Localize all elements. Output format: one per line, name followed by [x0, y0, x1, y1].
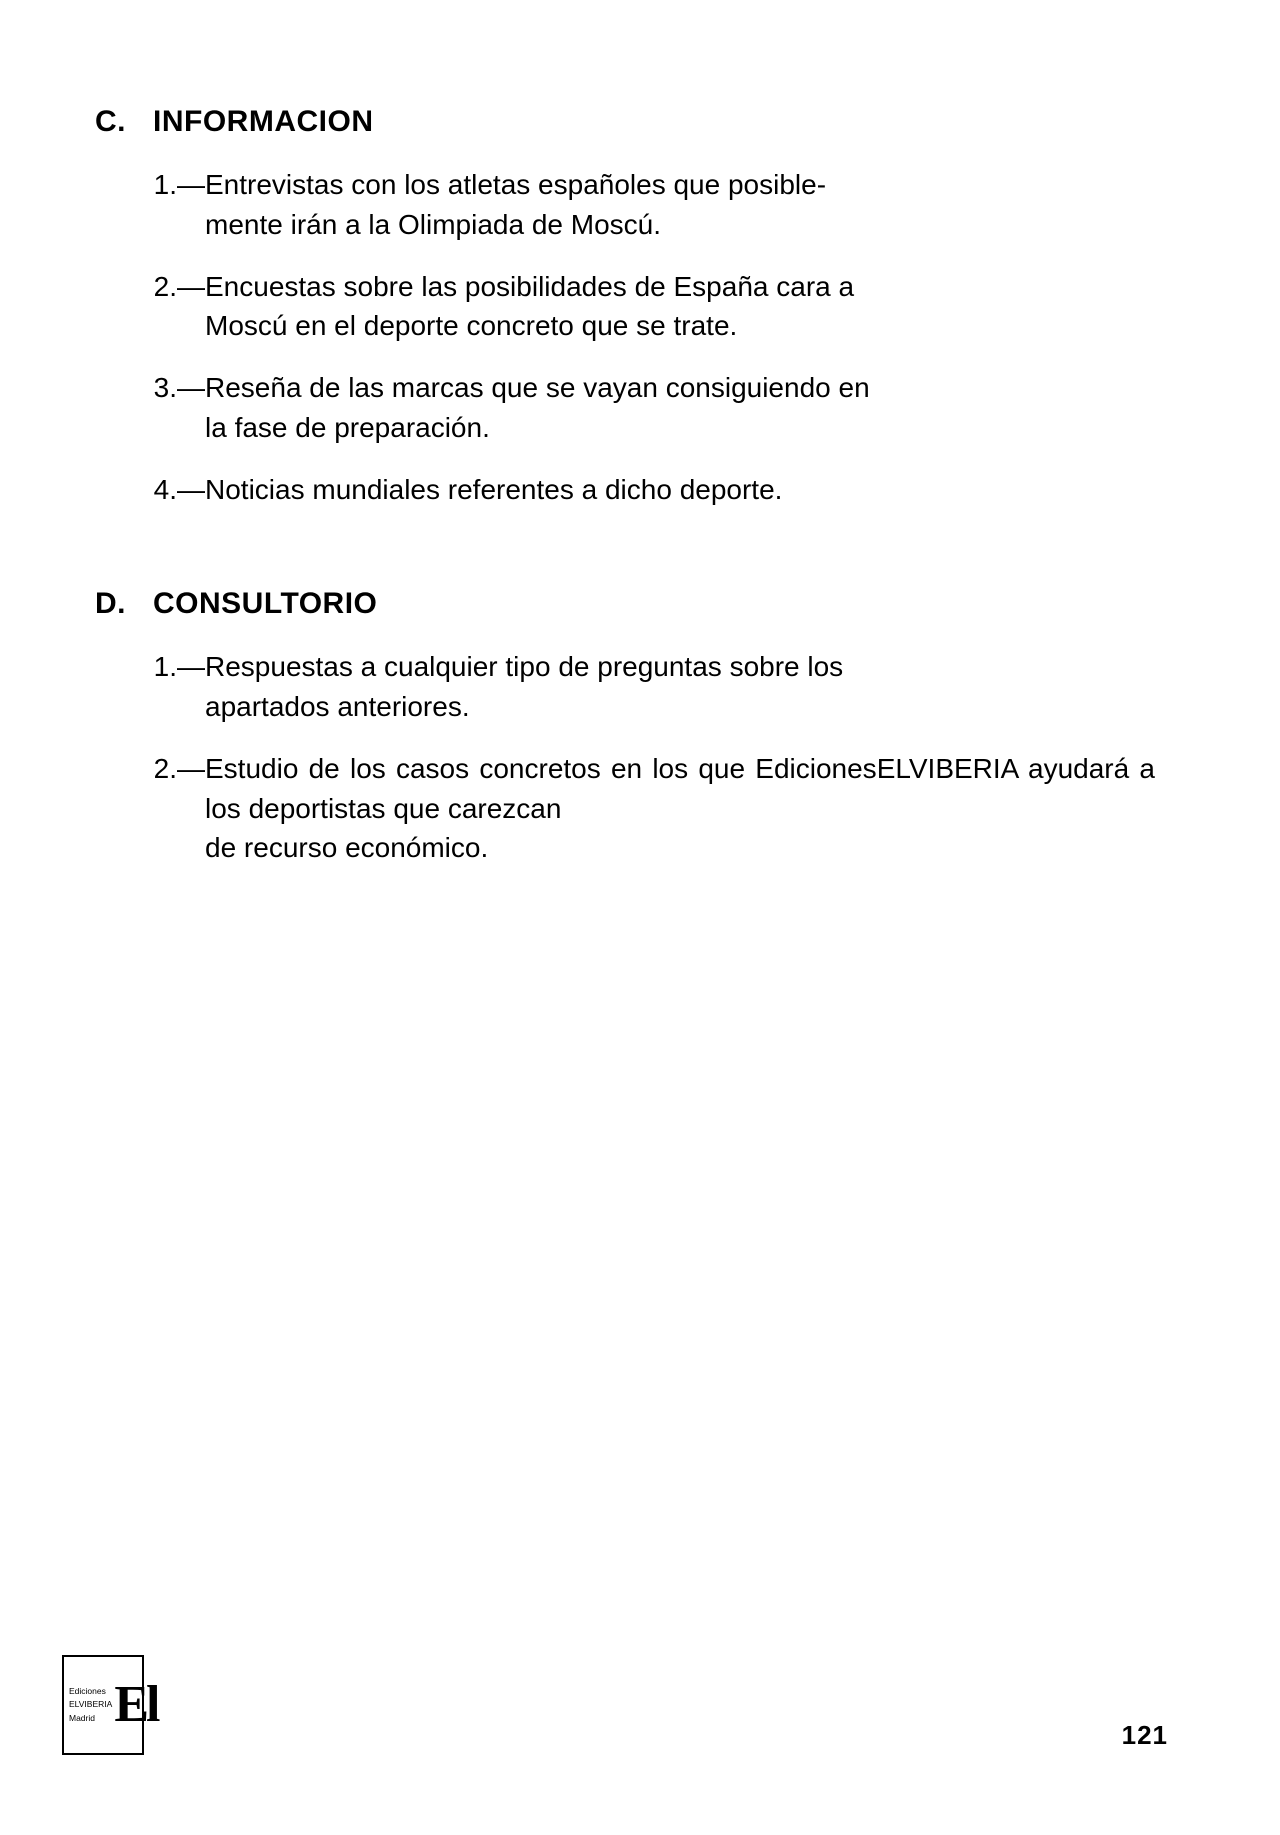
list-item — [143, 470, 1155, 510]
section-letter: C. — [95, 105, 126, 138]
list-item — [143, 368, 1155, 448]
list-item — [143, 647, 1155, 727]
item-line: mente irán a la Olimpiada de Moscú. — [205, 208, 661, 240]
section-spacer — [95, 531, 1155, 587]
publisher-line: ELVIBERIA — [69, 1699, 113, 1710]
publisher-line: Madrid — [69, 1712, 95, 1723]
item-number: 2.— — [153, 752, 205, 784]
section-consultorio — [95, 587, 1155, 868]
item-text — [205, 165, 1155, 245]
item-text — [205, 749, 1155, 868]
section-title: INFORMACION — [153, 105, 374, 138]
item-text — [205, 647, 1155, 727]
item-line: de recurso económico. — [205, 832, 489, 864]
section-informacion — [95, 105, 1155, 509]
publisher-line: Ediciones — [69, 1686, 106, 1697]
item-list — [143, 165, 1155, 509]
item-line: Noticias mundiales referentes a dicho deporte. — [205, 473, 783, 505]
section-title: CONSULTORIO — [153, 587, 378, 621]
publisher-info — [69, 1685, 112, 1725]
list-item — [143, 267, 1155, 347]
item-line: Entrevistas con los atletas españoles que posible- — [205, 169, 827, 200]
document-body — [95, 105, 1155, 890]
item-text — [205, 267, 1155, 347]
item-line: Respuestas a cualquier tipo de preguntas sobre los — [205, 651, 844, 683]
section-heading — [95, 105, 1155, 139]
item-number: 1.— — [153, 169, 205, 200]
section-heading — [95, 587, 1155, 621]
item-line: ELVIBERIA ayudará a los deportistas que carezcan — [205, 752, 1155, 824]
list-item — [143, 165, 1155, 245]
publisher-logo: El — [114, 1675, 158, 1733]
item-line: Moscú en el deporte concreto que se trate. — [205, 310, 738, 342]
item-number: 3.— — [153, 372, 205, 403]
item-list — [143, 647, 1155, 868]
item-line: apartados anteriores. — [205, 691, 470, 722]
item-number: 4.— — [153, 473, 205, 505]
publisher-colophon — [62, 1655, 158, 1755]
item-line: Estudio de los casos concretos en los que Ediciones — [205, 752, 877, 784]
item-number: 2.— — [153, 270, 205, 302]
item-line: la fase de preparación. — [205, 411, 490, 443]
item-line: Reseña de las marcas que se vayan consiguiendo en — [205, 372, 870, 403]
item-number: 1.— — [153, 651, 205, 683]
section-letter: D. — [95, 587, 126, 621]
item-line: Encuestas sobre las posibilidades de España cara a — [205, 270, 855, 302]
item-text — [205, 368, 1155, 448]
page-number: 121 — [1121, 1720, 1168, 1750]
list-item — [143, 749, 1155, 868]
item-text — [205, 470, 1155, 510]
